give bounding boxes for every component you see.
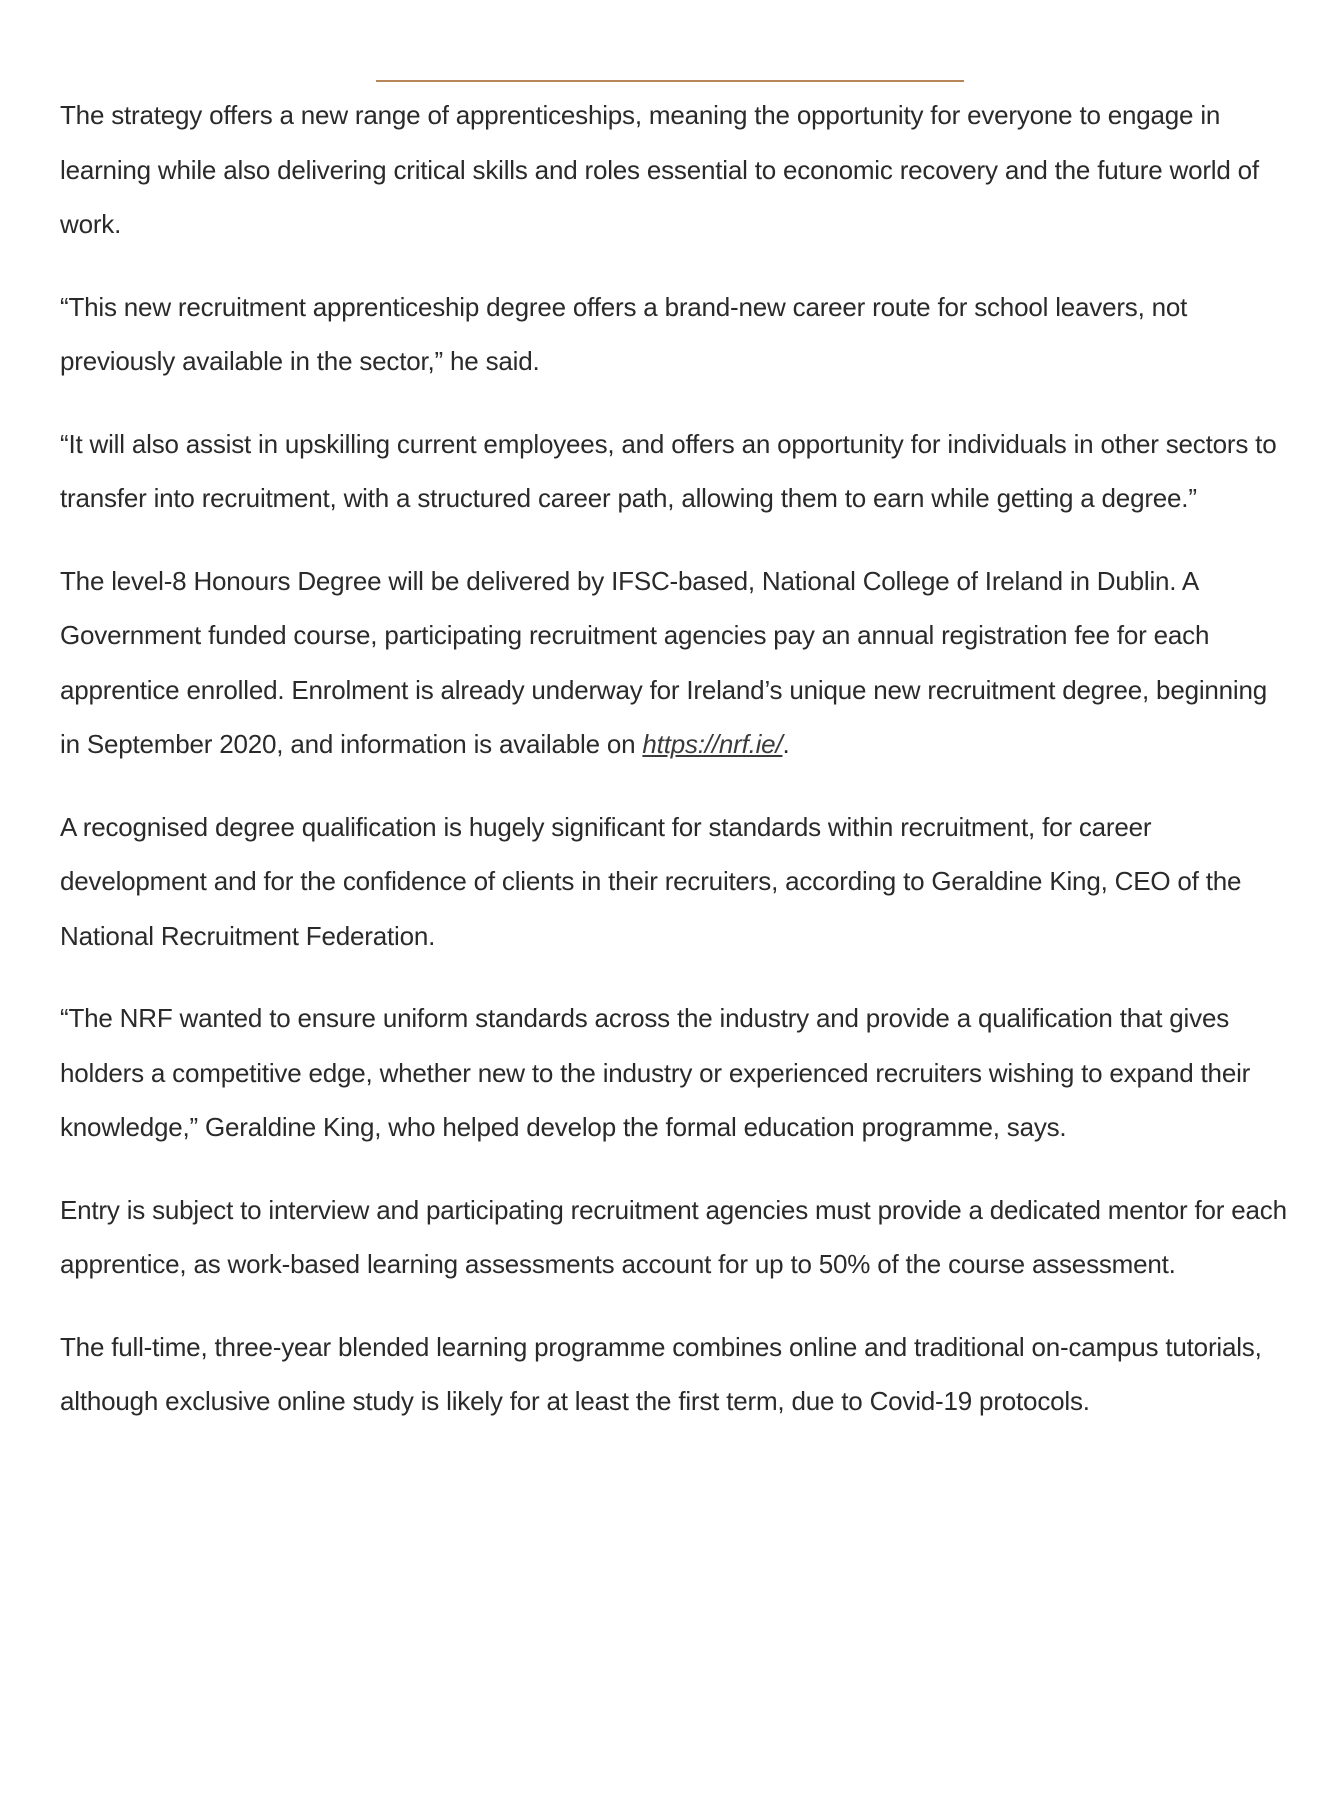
paragraph-programme-format: The full-time, three-year blended learning programme combines online and traditional on-campus tutorials, although exclusive online study is likely for at least the first term, due to Covid-19 protocols. xyxy=(60,1331,1262,1416)
paragraph-quote-upskilling: “It will also assist in upskilling current employees, and offers an opportunity for individuals in other sectors to transfer into recruitment, with a structured career path, allowing them to earn while getting a degree.” xyxy=(60,428,1277,513)
article-body xyxy=(60,88,1290,1457)
paragraph-degree-delivery-end: . xyxy=(782,729,790,759)
paragraph-degree-delivery-text: The level-8 Honours Degree will be delivered by IFSC-based, National College of Ireland in Dublin. A Government funded course, participating recruitment agencies pay an annual registration fee for each apprentice enrolled. Enrolment is already underway for Ireland’s unique new recruitment degree, beginning in September 2020, and information is available on xyxy=(60,565,1268,759)
top-divider xyxy=(376,80,964,82)
nrf-link[interactable]: https://nrf.ie/ xyxy=(642,729,783,759)
paragraph-quote-nrf-standards: “The NRF wanted to ensure uniform standards across the industry and provide a qualification that gives holders a competitive edge, whether new to the industry or experienced recruiters wishing to expand their knowledge,” Geraldine King, who helped develop the formal education programme, says. xyxy=(60,1003,1251,1142)
paragraph-degree-delivery xyxy=(60,554,1290,772)
paragraph-strategy: The strategy offers a new range of apprenticeships, meaning the opportunity for everyone to engage in learning while also delivering critical skills and roles essential to economic recovery and the future world of work. xyxy=(60,100,1259,239)
paragraph-quote-career-route: “This new recruitment apprenticeship degree offers a brand-new career route for school leavers, not previously available in the sector,” he said. xyxy=(60,291,1188,376)
paragraph-qualification-significance: A recognised degree qualification is hugely significant for standards within recruitment, for career development and for the confidence of clients in their recruiters, according to Geraldine King, CEO of the National Recruitment Federation. xyxy=(60,811,1242,951)
paragraph-entry-requirements: Entry is subject to interview and participating recruitment agencies must provide a dedicated mentor for each apprentice, as work-based learning assessments account for up to 50% of the course assessment. xyxy=(60,1194,1287,1279)
